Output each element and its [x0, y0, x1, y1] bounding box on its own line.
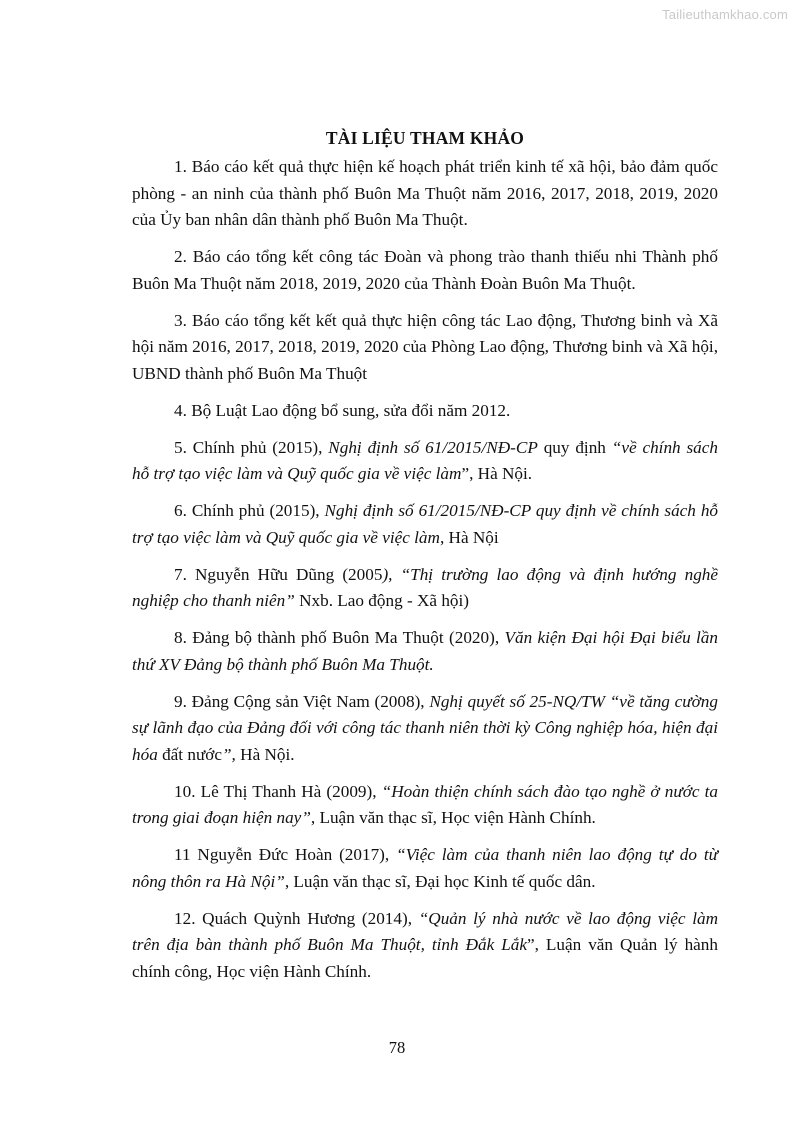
reference-item-12: 12. Quách Quỳnh Hương (2014), “Quản lý nhà nước về lao động việc làm trên địa bàn thành phố Buôn Ma Thuột, tỉnh Đắk Lắk”, Luận văn Quản lý hành chính công, Học viện Hành Chính. [132, 908, 718, 981]
reference-item-6: 6. Chính phủ (2015), Nghị định số 61/2015/NĐ-CP quy định về chính sách hỗ trợ tạo việc làm và Quỹ quốc gia về việc làm, Hà Nội [132, 501, 719, 547]
page-number: 78 [388, 1038, 406, 1057]
reference-item-7: 7. Nguyễn Hữu Dũng (2005), “Thị trường lao động và định hướng nghề nghiệp cho thanh niên” Nxb. Lao động - Xã hội) [132, 564, 719, 610]
reference-item-5: 5. Chính phủ (2015), Nghị định số 61/2015/NĐ-CP quy định “về chính sách hỗ trợ tạo việc làm và Quỹ quốc gia về việc làm”, Hà Nội. [132, 437, 719, 483]
reference-item-3: 3. Báo cáo tổng kết kết quả thực hiện công tác Lao động, Thương binh và Xã hội năm 2016, 2017, 2018, 2019, 2020 của Phòng Lao động, Thương binh và Xã hội, UBND thành phố Buôn Ma Thuột [132, 310, 718, 383]
watermark: Tailieuthamkhao.com [662, 7, 788, 22]
reference-item-11: 11 Nguyễn Đức Hoàn (2017), “Việc làm của thanh niên lao động tự do từ nông thôn ra Hà Nội”, Luận văn thạc sĩ, Đại học Kinh tế quốc dân. [132, 845, 718, 891]
reference-item-1: 1. Báo cáo kết quả thực hiện kế hoạch phát triển kinh tế xã hội, bảo đảm quốc phòng - an ninh của thành phố Buôn Ma Thuột năm 2016, 2017, 2018, 2019, 2020 của Ủy ban nhân dân thành phố Buôn Ma Thuột. [132, 157, 718, 229]
references-section [132, 128, 718, 996]
reference-item-10: 10. Lê Thị Thanh Hà (2009), “Hoàn thiện chính sách đào tạo nghề ở nước ta trong giai đoạn hiện nay”, Luận văn thạc sĩ, Học viện Hành Chính. [132, 781, 718, 827]
reference-item-2: 2. Báo cáo tổng kết công tác Đoàn và phong trào thanh thiếu nhi Thành phố Buôn Ma Thuột năm 2018, 2019, 2020 của Thành Đoàn Buôn Ma Thuột. [132, 247, 718, 293]
reference-item-8: 8. Đảng bộ thành phố Buôn Ma Thuột (2020), Văn kiện Đại hội Đại biểu lần thứ XV Đảng bộ thành phố Buôn Ma Thuột. [132, 628, 718, 674]
reference-item-4: 4. Bộ Luật Lao động bổ sung, sửa đổi năm 2012. [174, 400, 511, 420]
page-title: TÀI LIỆU THAM KHẢO [325, 128, 525, 148]
reference-item-9: 9. Đảng Cộng sản Việt Nam (2008), Nghị quyết số 25-NQ/TW “về tăng cường sự lãnh đạo của Đảng đối với công tác thanh niên thời kỳ Công nghiệp hóa, hiện đại hóa đất nước”, Hà Nội. [132, 691, 718, 764]
